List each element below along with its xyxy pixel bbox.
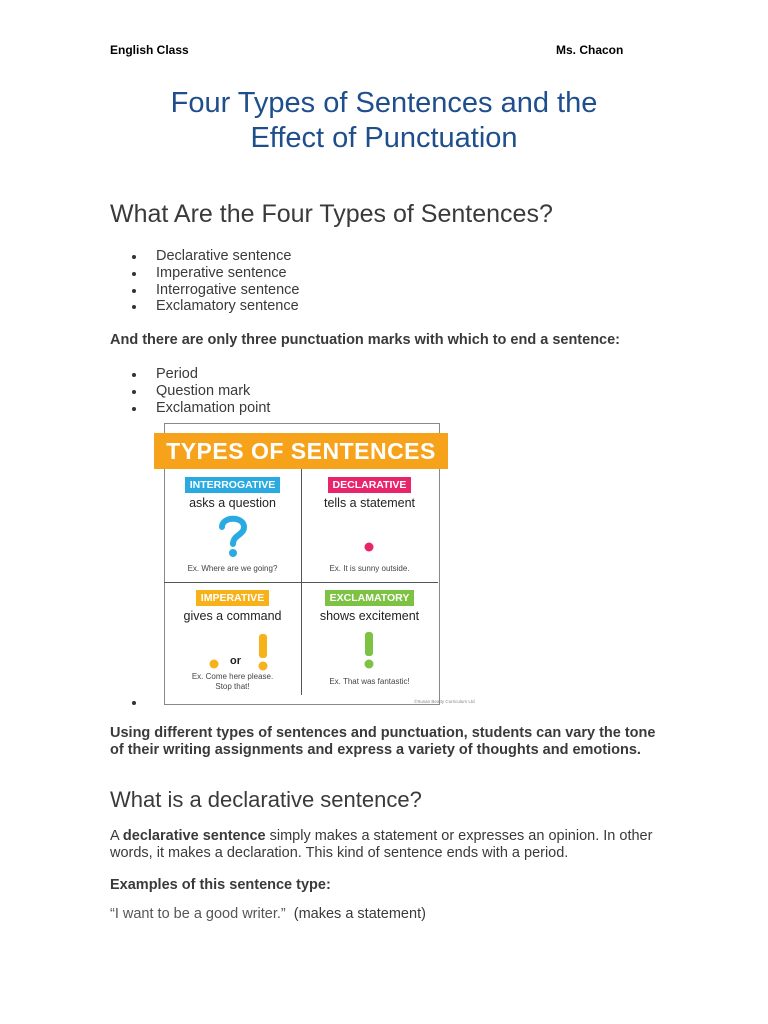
infographic-banner: TYPES OF SENTENCES (154, 433, 448, 469)
imperative-tag: IMPERATIVE (196, 590, 269, 606)
example-line (110, 906, 670, 923)
sentence-types-list (110, 248, 299, 315)
exclamation-mark-icon (362, 632, 376, 670)
list-item: Exclamatory sentence (110, 298, 299, 315)
punctuation-intro: And there are only three punctuation marks with which to end a sentence: (110, 332, 621, 348)
section-heading-declarative: What is a declarative sentence? (110, 787, 422, 812)
imperative-example-line-2: Stop that! (215, 682, 250, 691)
declarative-tag: DECLARATIVE (328, 477, 412, 493)
interrogative-example: Ex. Where are we going? (187, 564, 278, 573)
examples-label: Examples of this sentence type: (110, 877, 331, 893)
period-dot-icon (363, 541, 375, 553)
title-line-2: Effect of Punctuation (250, 122, 518, 154)
types-of-sentences-infographic (154, 423, 475, 707)
exclamatory-cell (301, 582, 438, 695)
imperative-example (164, 672, 301, 692)
list-item: Question mark (110, 383, 270, 400)
declarative-example: Ex. It is sunny outside. (329, 564, 410, 573)
question-mark-icon (216, 513, 250, 559)
interrogative-cell (164, 469, 301, 582)
declarative-cell (301, 469, 438, 582)
interrogative-desc: asks a question (189, 496, 276, 510)
list-bullet (132, 701, 136, 705)
declarative-definition (110, 828, 670, 862)
example-note: (makes a statement) (293, 906, 426, 922)
infographic-grid (164, 469, 438, 695)
exclamation-mark-icon (256, 634, 270, 672)
imperative-example-line-1: Ex. Come here please. (191, 672, 274, 681)
period-dot-icon (208, 658, 220, 670)
infographic-credit: ©Susan Beatty Curriculum Ltd (414, 699, 475, 704)
list-item: Declarative sentence (110, 248, 299, 265)
imperative-cell (164, 582, 301, 695)
imperative-desc: gives a command (183, 609, 282, 623)
intro-prefix: A (110, 828, 123, 844)
section-heading-types: What Are the Four Types of Sentences? (110, 200, 553, 228)
declarative-term: declarative sentence (122, 828, 266, 844)
or-label: or (230, 655, 241, 667)
exclamatory-tag: EXCLAMATORY (325, 590, 415, 606)
page-title (0, 86, 768, 156)
intro-rest: simply makes a statement or expresses an opinion. In other words, it makes a declaration. This kind of sentence ends with a period. (110, 828, 653, 861)
exclamatory-desc: shows excitement (319, 609, 420, 623)
title-line-1: Four Types of Sentences and the (170, 87, 598, 119)
punctuation-list (110, 366, 270, 416)
class-label: English Class (110, 43, 189, 57)
list-item: Imperative sentence (110, 265, 299, 282)
example-quote: “I want to be a good writer.” (110, 906, 286, 922)
declarative-desc: tells a statement (323, 496, 415, 510)
summary-paragraph: Using different types of sentences and punctuation, students can vary the tone of their writing assignments and express a variety of thoughts and emotions. (110, 725, 656, 758)
list-item: Interrogative sentence (110, 282, 299, 299)
teacher-name: Ms. Chacon (556, 43, 624, 57)
interrogative-tag: INTERROGATIVE (185, 477, 281, 493)
list-item: Exclamation point (110, 400, 270, 417)
list-item: Period (110, 366, 270, 383)
exclamatory-example: Ex. That was fantastic! (329, 677, 410, 686)
